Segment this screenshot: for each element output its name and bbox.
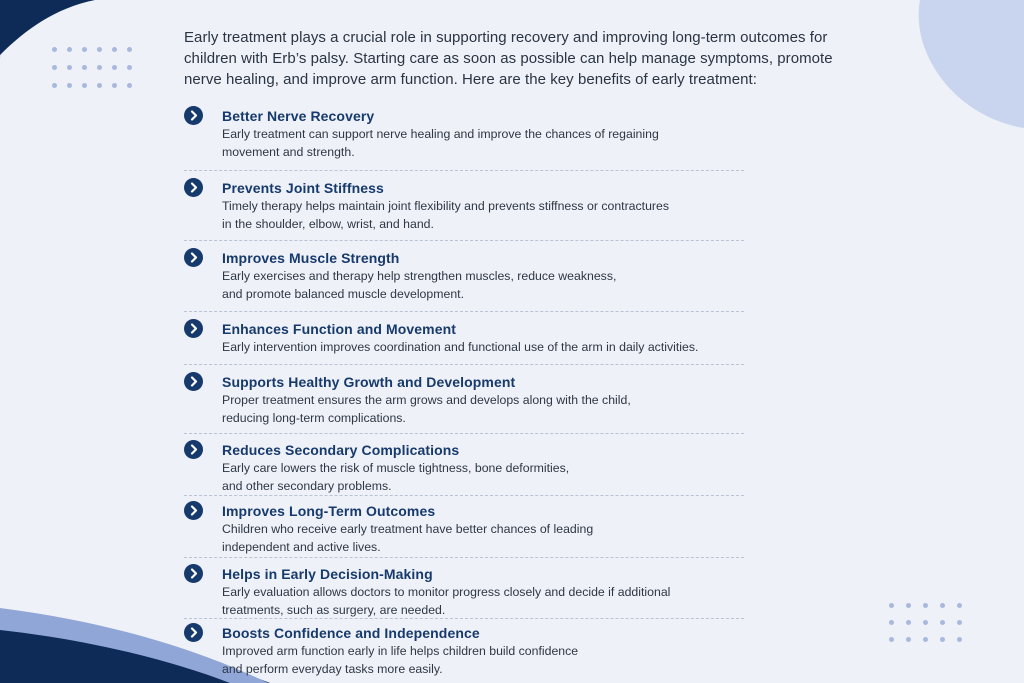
benefit-item [184, 619, 744, 679]
chevron-right-circle-icon [184, 623, 203, 642]
benefit-item [184, 496, 744, 558]
benefit-description: Children who receive early treatment have better chances of leading independent and active lives. [222, 522, 594, 554]
benefit-item [184, 241, 744, 312]
benefit-item [184, 171, 744, 241]
benefit-item [184, 365, 744, 434]
benefit-description: Early intervention improves coordination and functional use of the arm in daily activities. [222, 340, 699, 354]
decorative-dot-grid-bottom-right [889, 603, 974, 642]
chevron-right-circle-icon [184, 501, 203, 520]
benefit-description: Early exercises and therapy help strengthen muscles, reduce weakness, and promote balanced muscle development. [222, 269, 617, 301]
benefit-description: Early evaluation allows doctors to monitor progress closely and decide if additional treatments, such as surgery, are needed. [222, 585, 671, 617]
intro-paragraph: Early treatment plays a crucial role in supporting recovery and improving long-term outcomes for children with Erb’s palsy. Starting care as soon as possible can help manage symptoms, promote nerve healing, and improve arm function. Here are the key benefits of early treatment: [184, 29, 833, 88]
chevron-right-circle-icon [184, 440, 203, 459]
benefit-title: Better Nerve Recovery [222, 108, 375, 124]
benefit-item [184, 105, 744, 171]
benefit-title: Helps in Early Decision-Making [222, 566, 433, 582]
benefit-title: Improves Muscle Strength [222, 250, 400, 266]
benefit-description: Improved arm function early in life helps children build confidence and perform everyday tasks more easily. [222, 644, 579, 676]
benefit-title: Boosts Confidence and Independence [222, 625, 480, 641]
benefit-description: Early care lowers the risk of muscle tightness, bone deformities, and other secondary problems. [222, 461, 570, 493]
benefit-title: Enhances Function and Movement [222, 321, 457, 337]
benefit-item [184, 312, 744, 365]
chevron-right-circle-icon [184, 372, 203, 391]
chevron-right-circle-icon [184, 319, 203, 338]
intro-section [184, 27, 844, 90]
benefits-list [184, 105, 744, 679]
benefit-item [184, 434, 744, 496]
benefit-description: Early treatment can support nerve healing and improve the chances of regaining movement and strength. [222, 127, 659, 159]
benefit-title: Improves Long-Term Outcomes [222, 503, 436, 519]
decorative-dot-grid-top-left [52, 47, 142, 88]
benefit-title: Prevents Joint Stiffness [222, 180, 384, 196]
chevron-right-circle-icon [184, 178, 203, 197]
chevron-right-circle-icon [184, 564, 203, 583]
benefit-title: Reduces Secondary Complications [222, 442, 460, 458]
chevron-right-circle-icon [184, 106, 203, 125]
benefit-description: Proper treatment ensures the arm grows and develops along with the child, reducing long-term complications. [222, 393, 631, 425]
benefit-title: Supports Healthy Growth and Development [222, 374, 516, 390]
chevron-right-circle-icon [184, 248, 203, 267]
benefit-item [184, 558, 744, 619]
benefit-description: Timely therapy helps maintain joint flexibility and prevents stiffness or contractures in the shoulder, elbow, wrist, and hand. [222, 199, 669, 231]
